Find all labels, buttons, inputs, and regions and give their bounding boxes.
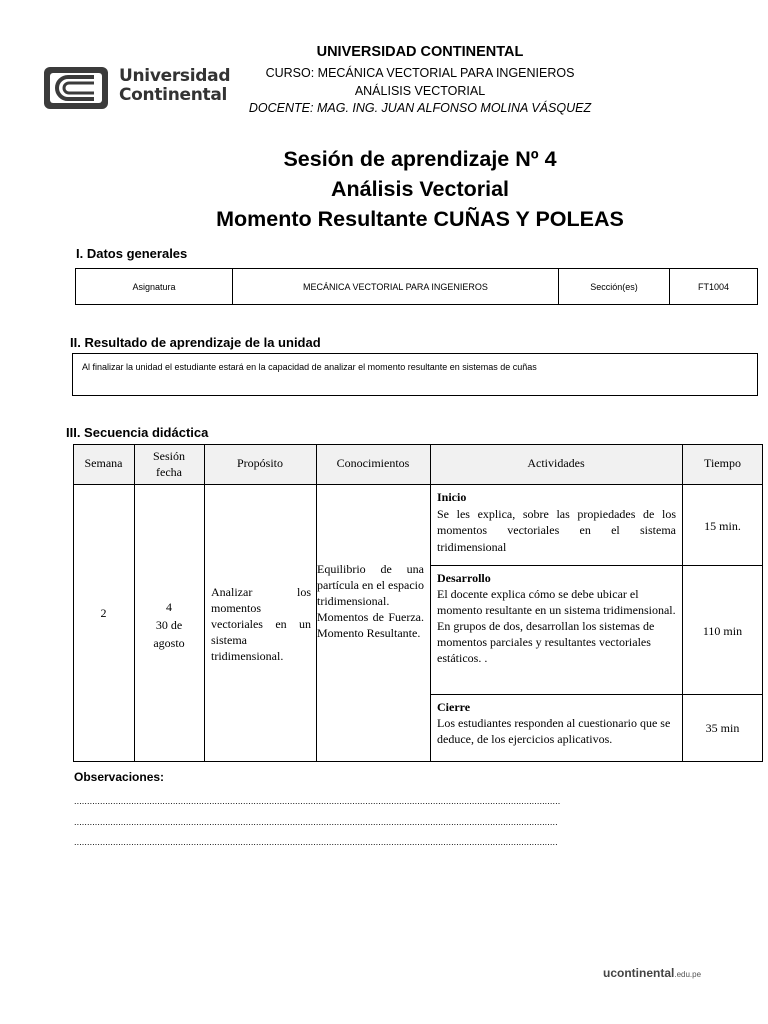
semana-value: 2 (100, 606, 107, 620)
header-sesion: Sesión fecha (152, 449, 185, 479)
asignatura-value: MECÁNICA VECTORIAL PARA INGENIEROS (233, 269, 559, 305)
teacher-name: DOCENTE: MAG. ING. JUAN ALFONSO MOLINA VÁSQUEZ (248, 101, 592, 115)
observaciones-line: .......................................................................................................................................................................................... (74, 817, 558, 827)
university-name: UNIVERSIDAD CONTINENTAL (316, 44, 524, 60)
time-inicio: 15 min. (704, 519, 741, 533)
activity-desarrollo: Desarrollo El docente explica cómo se debe ubicar el momento resultante en un sistema tridimensional. En grupos de dos, desarrollan los sistemas de momentos parciales y resultantes vectoriales estáticos. . (437, 571, 676, 665)
header-actividades: Actividades (527, 456, 585, 470)
activity-inicio: Inicio Se les explica, sobre las propiedades de los momentos vectoriales en el sistema tridimensional (437, 490, 676, 554)
activity-cierre: Cierre Los estudiantes responden al cuestionario que se deduce, de los ejercicios aplicativos. (437, 700, 671, 746)
seccion-label: Sección(es) (559, 269, 670, 305)
uc-logo-icon (44, 65, 110, 111)
footer-brand: ucontinental.edu.pe (603, 966, 702, 980)
observaciones-line: ........................................................................................................................................................................................... (74, 796, 561, 806)
observaciones-line: .......................................................................................................................................................................................... (74, 837, 558, 847)
datos-generales-table (75, 268, 758, 305)
header-conocimientos: Conocimientos (336, 456, 410, 470)
section-resultado-heading: II. Resultado de aprendizaje de la unidad (70, 335, 321, 350)
logo-wordmark: Universidad Continental (119, 66, 231, 105)
seccion-value: FT1004 (670, 269, 758, 305)
course-topic: ANÁLISIS VECTORIAL (354, 84, 486, 98)
conocimientos-value: Equilibrio de una partícula en el espacio tridimensional. Momentos de Fuerza. Momento Resultante. (317, 562, 424, 640)
header-semana: Semana (84, 456, 123, 470)
section-datos-heading: I. Datos generales (76, 246, 188, 261)
course-name: CURSO: MECÁNICA VECTORIAL PARA INGENIEROS (265, 66, 575, 80)
header-tiempo: Tiempo (704, 456, 741, 470)
session-title: Sesión de aprendizaje Nº 4 (283, 147, 557, 171)
time-cierre: 35 min (705, 721, 740, 735)
resultado-box: Al finalizar la unidad el estudiante estará en la capacidad de analizar el momento resultante en sistemas de cuñas (72, 353, 758, 396)
header-proposito: Propósito (236, 456, 283, 470)
analysis-title: Análisis Vectorial (330, 177, 510, 201)
university-logo (44, 65, 231, 113)
proposito-value: Analizar los momentos vectoriales en un sistema tridimensional. (211, 585, 311, 663)
secuencia-table (73, 444, 763, 762)
topic-title: Momento Resultante CUÑAS Y POLEAS (216, 207, 624, 231)
asignatura-label: Asignatura (76, 269, 233, 305)
observaciones-label: Observaciones: (74, 770, 165, 784)
sesion-value: 4 30 de agosto (153, 600, 185, 650)
time-desarrollo: 110 min (702, 624, 743, 638)
section-secuencia-heading: III. Secuencia didáctica (66, 425, 209, 440)
